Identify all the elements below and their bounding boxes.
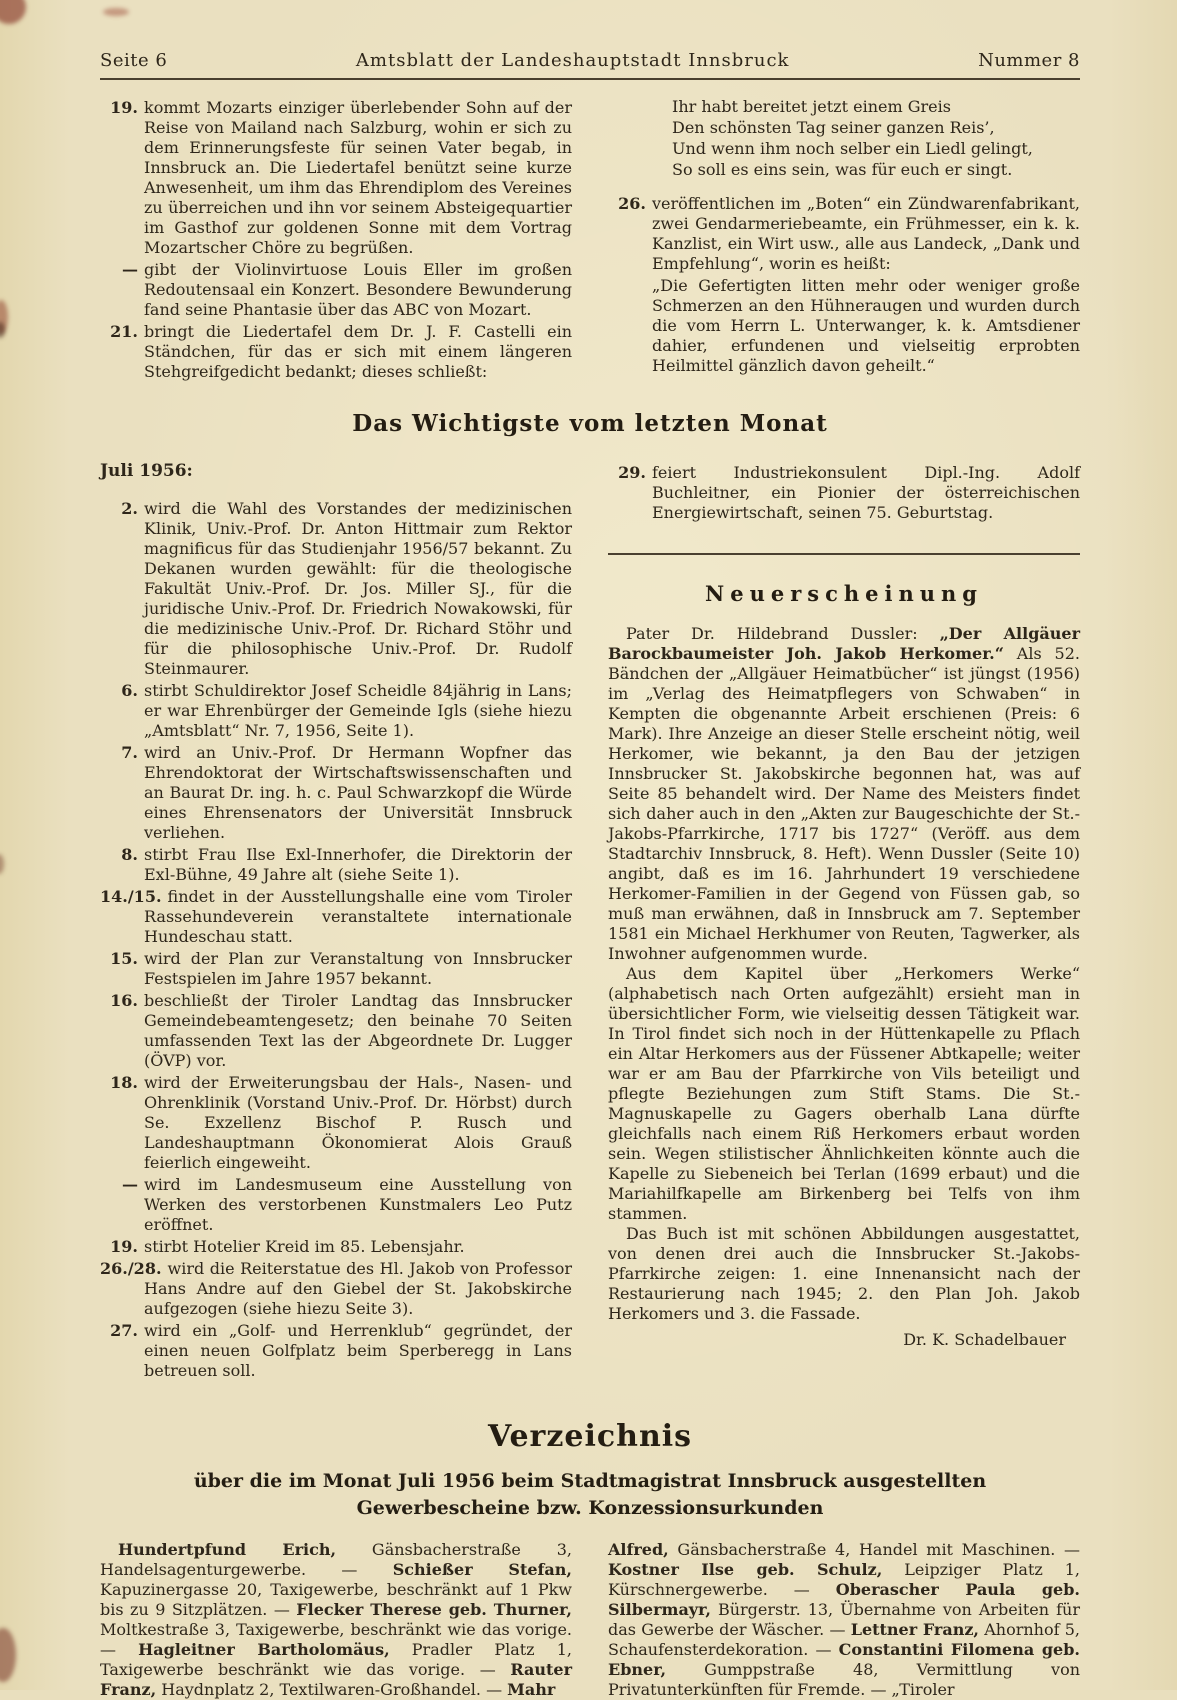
list-item bbox=[100, 1237, 572, 1257]
list-item bbox=[100, 322, 572, 382]
list-item bbox=[100, 1073, 572, 1173]
scan-artifact bbox=[103, 8, 129, 16]
scan-artifact bbox=[0, 1628, 16, 1682]
list-item bbox=[100, 887, 572, 947]
item-number: 18. bbox=[110, 1073, 138, 1092]
item-number: 14./15. bbox=[100, 887, 162, 906]
main-right-column bbox=[608, 461, 1080, 1383]
item-text: wird die Reiterstatue des Hl. Jakob von Professor Hans Andre auf den Giebel der St. Jakobskirche aufgezogen (siehe hiezu Seite 3). bbox=[144, 1259, 572, 1318]
item-number: 27. bbox=[110, 1321, 138, 1340]
item-number: 26./28. bbox=[100, 1259, 162, 1278]
top-left-column bbox=[100, 96, 572, 384]
item-text: stirbt Hotelier Kreid im 85. Lebensjahr. bbox=[144, 1237, 465, 1256]
item-number: — bbox=[122, 260, 138, 279]
neuerscheinung-heading: Neuerscheinung bbox=[705, 581, 983, 606]
issue-number: Nummer 8 bbox=[978, 50, 1080, 71]
section-heading: Das Wichtigste vom letzten Monat bbox=[352, 410, 828, 437]
item-number: 16. bbox=[110, 991, 138, 1010]
verzeichnis-columns bbox=[100, 1540, 1080, 1700]
item-number: 29. bbox=[618, 463, 646, 482]
item-text: wird ein „Golf- und Herrenklub“ gegründet, der einen neuen Golfplatz beim Sperberegg in Lans betreuen soll. bbox=[144, 1321, 572, 1380]
item-number: 19. bbox=[110, 1237, 138, 1256]
review-paragraph: Das Buch ist mit schönen Abbildungen ausgestattet, von denen drei auch die Innsbrucker St.-Jakobs-Pfarrkirche zeigen: 1. eine Innenansicht nach der Restaurierung nach 1945; 2. den Plan Joh. Jakob Herkomers und 3. die Fassade. bbox=[608, 1224, 1080, 1323]
item-text: findet in der Ausstellungshalle eine vom Tiroler Rassehundeverein veranstaltete internationale Hundeschau statt. bbox=[144, 887, 572, 946]
list-item bbox=[100, 681, 572, 741]
poem bbox=[608, 96, 1080, 180]
poem-line: Ihr habt bereitet jetzt einem Greis bbox=[672, 97, 951, 116]
list-item bbox=[608, 463, 1080, 523]
item-text: wird im Landesmuseum eine Ausstellung von Werken des verstorbenen Kunstmalers Leo Putz eröffnet. bbox=[144, 1175, 572, 1234]
list-item bbox=[100, 499, 572, 679]
list-item bbox=[100, 1321, 572, 1381]
list-item bbox=[100, 1175, 572, 1235]
verzeichnis-section bbox=[100, 1419, 1080, 1700]
top-section bbox=[100, 96, 1080, 384]
review-paragraph: Aus dem Kapitel über „Herkomers Werke“ (alphabetisch nach Orten aufgezählt) ersieht man in übersichtlicher Form, wie vielseitig dessen Tätigkeit war. In Tirol findet sich noch in der Hüttenkapelle zu Pflach ein Altar Herkomers aus der Füssener Abtkapelle; weiter war er am Bau der Pfarrkirche von Vils beteiligt und pflegte Beziehungen zum Stift Stams. Die St.-Magnuskapelle zu Gagers oberhalb Lana dürfte gleichfalls nach einem Riß Herkomers erbaut worden sein. Wegen stilistischer Ähnlichkeiten könnte auch die Kapelle zu Siebeneich bei Terlan (1699 erbaut) und die Mariahilfkapelle am Birkenberg bei Telfs von ihm stammen. bbox=[608, 964, 1080, 1223]
item-number: 15. bbox=[110, 949, 138, 968]
scan-artifact bbox=[0, 854, 4, 874]
item-number: — bbox=[122, 1175, 138, 1194]
item-text: feiert Industriekonsulent Dipl.-Ing. Adolf Buchleitner, ein Pionier der österreichischen Energiewirtschaft, seinen 75. Geburtstag. bbox=[652, 463, 1080, 522]
item-text: wird die Wahl des Vorstandes der medizinischen Klinik, Univ.-Prof. Dr. Anton Hittmair zum Rektor magnificus für das Studienjahr 1956/57 bekannt. Zu Dekanen wurden gewählt: für die theologische Fakultät Univ.-Prof. Dr. Jos. Miller SJ., für die juridische Univ.-Prof. Dr. Friedrich Nowakowski, für die medizinische Univ.-Prof. Dr. Richard Stöhr und für die philosophische Univ.-Prof. Dr. Rudolf Steinmaurer. bbox=[144, 499, 572, 678]
item-text: beschließt der Tiroler Landtag das Innsbrucker Gemeindebeamtengesetz; den beinahe 70 Seiten umfassenden Text las der Abgeordnete Dr. Lugger (ÖVP) vor. bbox=[144, 991, 572, 1070]
scan-artifact bbox=[0, 0, 26, 24]
page-number: Seite 6 bbox=[100, 50, 168, 71]
page-header bbox=[100, 50, 1080, 80]
item-number: 8. bbox=[121, 845, 138, 864]
item-text: wird der Plan zur Veranstaltung von Innsbrucker Festspielen im Jahre 1957 bekannt. bbox=[144, 949, 572, 988]
list-item bbox=[608, 194, 1080, 274]
item-text: wird der Erweiterungsbau der Hals-, Nasen- und Ohrenklinik (Vorstand Univ.-Prof. Dr. Hörbst) durch Se. Exzellenz Bischof P. Rusch und Landeshauptmann Ökonomierat Alois Grauß feierlich eingeweiht. bbox=[144, 1073, 572, 1172]
main-section bbox=[100, 461, 1080, 1383]
poem-line: Und wenn ihm noch selber ein Liedl gelingt, bbox=[672, 139, 1033, 158]
license-list-left: Hundertpfund Erich, Gänsbacherstraße 3, Handelsagenturgewerbe. — Schießer Stefan, Kapuzinergasse 20, Taxigewerbe, beschränkt auf 1 Pkw bis zu 9 Sitzplätzen. — Flecker Therese geb. Thurner, Moltkestraße 3, Taxigewerbe, beschränkt wie das vorige. — Hagleitner Bartholomäus, Pradler Platz 1, Taxigewerbe beschränkt wie das vorige. — Rauter Franz, Haydnplatz 2, Textilwaren-Großhandel. — Mahr bbox=[100, 1540, 573, 1699]
item-text: bringt die Liedertafel dem Dr. J. F. Castelli ein Ständchen, für das er sich mit einem längeren Stehgreifgedicht bedankt; dieses schließt: bbox=[144, 322, 572, 381]
item-text: veröffentlichen im „Boten“ ein Zündwarenfabrikant, zwei Gendarmeriebeamte, ein Frühmesser, ein k. k. Kanzlist, ein Wirt usw., alle aus Landeck, „Dank und Empfehlung“, worin es heißt: bbox=[652, 194, 1080, 273]
item-number: 19. bbox=[110, 98, 138, 117]
item-text: wird an Univ.-Prof. Dr Hermann Wopfner das Ehrendoktorat der Wirtschaftswissenschaften und an Baurat Dr. ing. h. c. Paul Schwarzkopf die Würde eines Ehrensenators der Universität Innsbruck verliehen. bbox=[144, 743, 572, 842]
item-number: 2. bbox=[121, 499, 138, 518]
list-item bbox=[100, 98, 572, 258]
item-number: 6. bbox=[121, 681, 138, 700]
list-item bbox=[100, 845, 572, 885]
list-item bbox=[100, 1259, 572, 1319]
verzeichnis-subtitle-line: über die im Monat Juli 1956 beim Stadtmagistrat Innsbruck ausgestellten bbox=[193, 1470, 987, 1492]
section-divider bbox=[608, 553, 1080, 555]
review-paragraph: Pater Dr. Hildebrand Dussler: „Der Allgäuer Barockbaumeister Joh. Jakob Herkomer.“ Als 52. Bändchen der „Allgäuer Heimatbücher“ ist jüngst (1956) im „Verlag des Heimatpflegers von Schwaben“ in Kempten die obgenannte Arbeit erschienen (Preis: 6 Mark). Ihre Anzeige an dieser Stelle erscheint nötig, weil Herkomer, wie bekannt, ja den Bau der jetzigen Innsbrucker St. Jakobskirche begonnen hat, was auf Seite 85 behandelt wird. Der Name des Meisters findet sich daher auch in den „Akten zur Baugeschichte der St.-Jakobs-Pfarrkirche, 1717 bis 1727“ (Veröff. aus dem Stadtarchiv Innsbruck, 8. Heft). Wenn Dussler (Seite 10) angibt, daß es im 16. Jahrhundert 19 verschiedene Herkomer-Familien in der Gegend von Füssen gab, so muß man erwähnen, daß in Innsbruck am 7. September 1581 ein Michael Herkhumer von Reuten, Tagwerker, als Inwohner aufgenommen wurde. bbox=[608, 624, 1081, 963]
poem-line: So soll es eins sein, was für euch er singt. bbox=[672, 160, 1013, 179]
list-item bbox=[100, 260, 572, 320]
item-text: kommt Mozarts einziger überlebender Sohn auf der Reise von Mailand nach Salzburg, wohin er sich zu dem Erinnerungsfeste für seinen Vater begab, in Innsbruck an. Die Liedertafel benützt seine kurze Anwesenheit, um ihm das Ehrendiplom des Vereines zu überreichen und ihn vor seinem Absteigequartier im Gasthof zur goldenen Sonne mit dem Vortrag Mozartscher Chöre zu begrüßen. bbox=[144, 98, 572, 257]
item-number: 7. bbox=[121, 743, 138, 762]
top-right-column bbox=[608, 96, 1080, 384]
license-list-right: Alfred, Gänsbacherstraße 4, Handel mit Maschinen. — Kostner Ilse geb. Schulz, Leipziger Platz 1, Kürschnergewerbe. — Oberascher Paula geb. Silbermayr, Bürgerstr. 13, Übernahme von Arbeiten für das Gewerbe der Wäscher. — Lettner Franz, Ahornhof 5, Schaufensterdekoration. — Constantini Filomena geb. Ebner, Gumppstraße 48, Vermittlung von Privatunterkünften für Fremde. — „Tiroler bbox=[608, 1540, 1081, 1699]
item-text: gibt der Violinvirtuose Louis Eller im großen Redoutensaal ein Konzert. Besondere Bewunderung fand seine Phantasie über das ABC von Mozart. bbox=[144, 260, 572, 319]
quote-paragraph: „Die Gefertigten litten mehr oder weniger große Schmerzen an den Hühneraugen und wurden durch die vom Herrn L. Unterwanger, k. k. Amtsdiener dahier, erfundenen und vielseitig erprobten Heilmittel gänzlich davon geheilt.“ bbox=[652, 276, 1080, 375]
main-left-column bbox=[100, 461, 572, 1383]
list-item bbox=[100, 743, 572, 843]
verzeichnis-subtitle-line: Gewerbescheine bzw. Konzessionsurkunden bbox=[356, 1497, 824, 1519]
month-label: Juli 1956: bbox=[100, 461, 193, 481]
verzeichnis-title: Verzeichnis bbox=[487, 1419, 693, 1454]
signature: Dr. K. Schadelbauer bbox=[903, 1330, 1066, 1349]
masthead-title: Amtsblatt der Landeshauptstadt Innsbruck bbox=[355, 50, 790, 71]
item-number: 21. bbox=[110, 322, 138, 341]
item-text: stirbt Frau Ilse Exl-Innerhofer, die Direktorin der Exl-Bühne, 49 Jahre alt (siehe Seite 1). bbox=[144, 845, 572, 884]
item-number: 26. bbox=[618, 194, 646, 213]
list-item bbox=[100, 949, 572, 989]
verzeichnis-subtitle bbox=[100, 1468, 1080, 1522]
list-item bbox=[100, 991, 572, 1071]
item-text: stirbt Schuldirektor Josef Scheidle 84jährig in Lans; er war Ehrenbürger der Gemeinde Igls (siehe hiezu „Amtsblatt“ Nr. 7, 1956, Seite 1). bbox=[144, 681, 572, 740]
poem-line: Den schönsten Tag seiner ganzen Reis’, bbox=[672, 118, 995, 137]
